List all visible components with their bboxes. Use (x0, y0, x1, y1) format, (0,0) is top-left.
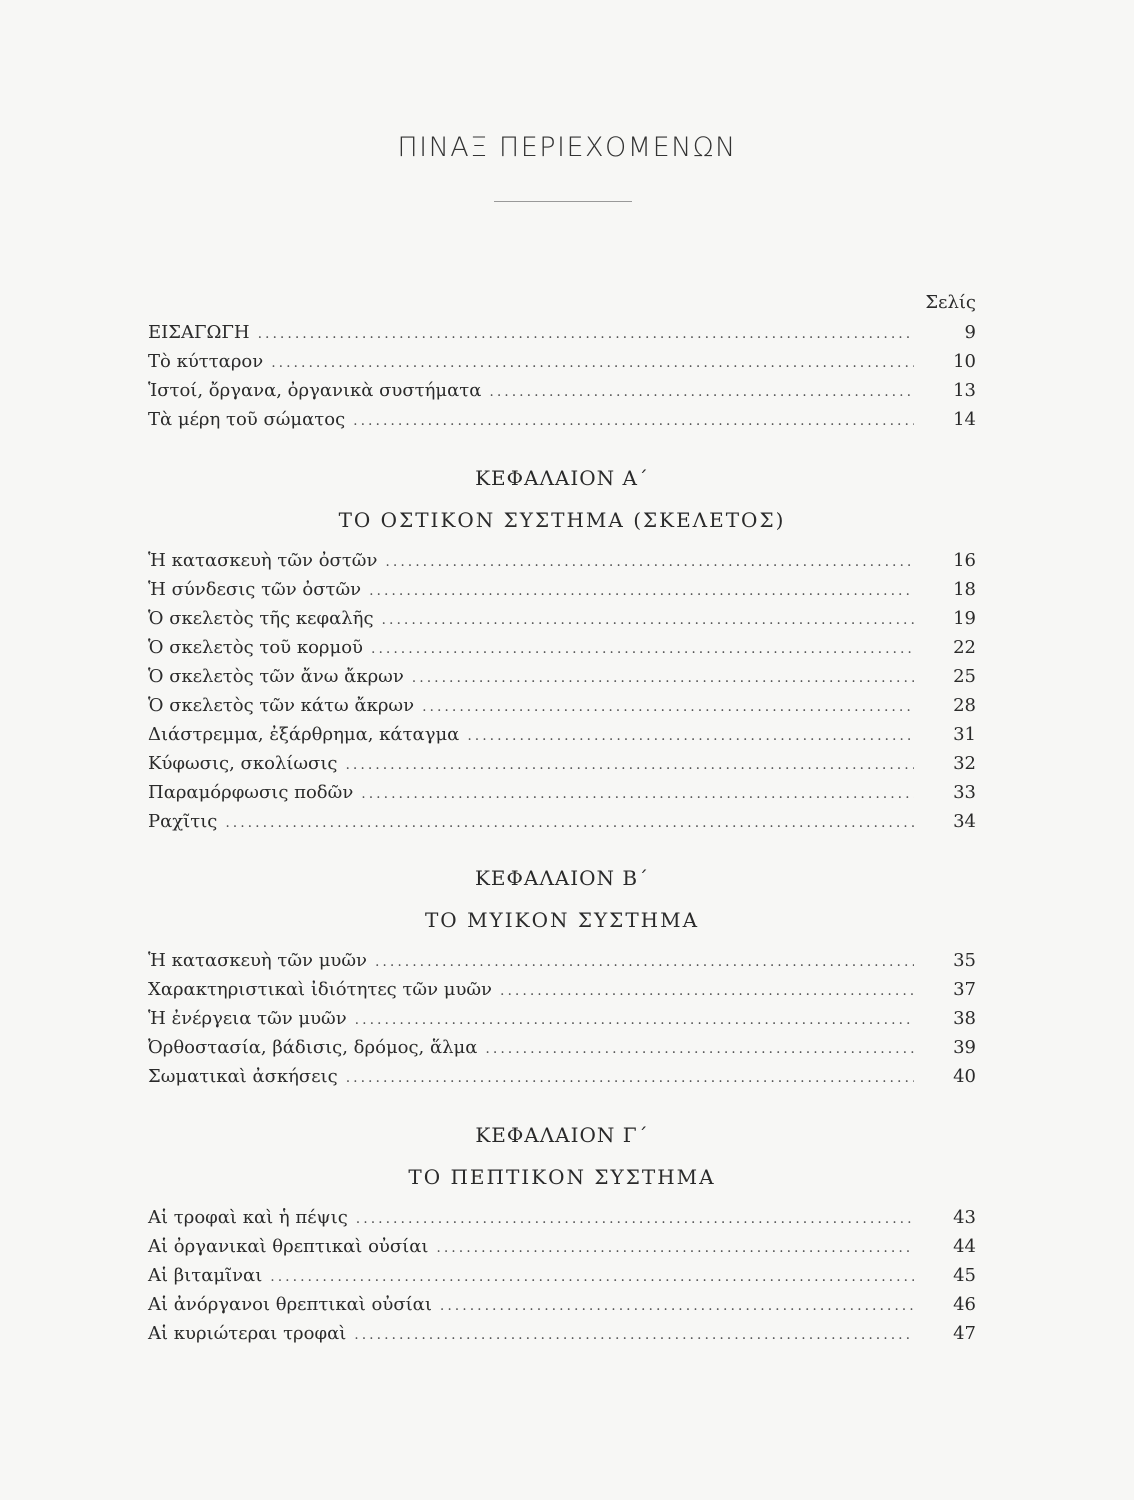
entry-page: 13 (953, 380, 976, 401)
toc-entry[interactable] (148, 546, 976, 575)
toc-entry[interactable] (148, 575, 976, 604)
dot-leader (369, 577, 914, 606)
entry-page: 39 (953, 1037, 976, 1058)
toc-entry[interactable] (148, 1004, 976, 1033)
entry-page: 35 (953, 950, 976, 971)
toc-entry[interactable] (148, 662, 976, 691)
dot-leader (271, 349, 914, 378)
toc-entry[interactable] (148, 1203, 976, 1232)
entry-label: Ὁ σκελετὸς τῶν κάτω ἄκρων (148, 695, 415, 716)
chapter-b (148, 856, 976, 1091)
chapter-heading: ΚΕΦΑΛΑΙΟΝ Γ΄ (475, 1123, 649, 1147)
entry-label: Αἱ κυριώτεραι τροφαὶ (148, 1323, 347, 1344)
dot-leader (345, 751, 914, 780)
entry-page: 9 (964, 322, 976, 343)
dot-leader (485, 1035, 914, 1064)
dot-leader (371, 635, 914, 664)
toc-entry[interactable] (148, 1319, 976, 1348)
table-of-contents (148, 288, 976, 1348)
toc-entry[interactable] (148, 604, 976, 633)
entry-label: Παραμόρφωσις ποδῶν (148, 782, 354, 803)
chapter-heading: ΚΕΦΑΛΑΙΟΝ Α΄ (475, 466, 649, 490)
dot-leader (375, 948, 914, 977)
toc-entry[interactable] (148, 778, 976, 807)
title-divider (494, 201, 632, 202)
toc-entry[interactable] (148, 807, 976, 836)
entry-page: 44 (953, 1236, 976, 1257)
toc-entry[interactable] (148, 720, 976, 749)
dot-leader (489, 378, 914, 407)
dot-leader (382, 606, 914, 635)
entry-label: Τὸ κύτταρον (148, 351, 264, 372)
toc-entry[interactable] (148, 946, 976, 975)
intro-section (148, 318, 976, 434)
dot-leader (270, 1263, 914, 1292)
entry-page: 37 (953, 979, 976, 1000)
entry-label: Ἱστοί, ὄργανα, ὀργανικὰ συστήματα (148, 380, 482, 401)
entry-label: Ὁ σκελετὸς τῶν ἄνω ἄκρων (148, 666, 404, 687)
dot-leader (500, 977, 914, 1006)
entry-label: Αἱ ὀργανικαὶ θρεπτικαὶ οὐσίαι (148, 1236, 429, 1257)
entry-page: 19 (953, 608, 976, 629)
dot-leader (361, 780, 914, 809)
page-title: ΠΙΝΑΞ ΠΕΡΙΕΧΟΜΕΝΩΝ (397, 132, 737, 163)
entry-label: Σωματικαὶ ἀσκήσεις (148, 1066, 338, 1087)
chapter-c (148, 1113, 976, 1348)
dot-leader (440, 1292, 914, 1321)
entry-page: 45 (953, 1265, 976, 1286)
toc-entry[interactable] (148, 633, 976, 662)
entry-page: 33 (953, 782, 976, 803)
entry-page: 38 (953, 1008, 976, 1029)
toc-entry[interactable] (148, 1062, 976, 1091)
toc-entry[interactable] (148, 318, 976, 347)
dot-leader (346, 1064, 914, 1093)
entry-label: Διάστρεμμα, ἐξάρθρημα, κάταγμα (148, 724, 460, 745)
dot-leader (412, 664, 914, 693)
entry-page: 31 (953, 724, 976, 745)
entry-page: 43 (953, 1207, 976, 1228)
entry-page: 16 (953, 550, 976, 571)
entry-page: 40 (953, 1066, 976, 1087)
entry-label: Ραχῖτις (148, 811, 218, 832)
entry-label: Ὁ σκελετὸς τῆς κεφαλῆς (148, 608, 374, 629)
entry-page: 47 (953, 1323, 976, 1344)
entry-page: 46 (953, 1294, 976, 1315)
entry-label: ΕΙΣΑΓΩΓΗ (148, 322, 250, 343)
toc-entry[interactable] (148, 691, 976, 720)
dot-leader (225, 809, 914, 838)
toc-entry[interactable] (148, 1232, 976, 1261)
entry-page: 18 (953, 579, 976, 600)
entry-label: Τὰ μέρη τοῦ σώματος (148, 409, 346, 430)
toc-entry[interactable] (148, 405, 976, 434)
dot-leader (422, 693, 914, 722)
entry-page: 10 (953, 351, 976, 372)
toc-entry[interactable] (148, 376, 976, 405)
toc-entry[interactable] (148, 1261, 976, 1290)
entry-page: 25 (953, 666, 976, 687)
toc-entry[interactable] (148, 975, 976, 1004)
entry-page: 14 (953, 409, 976, 430)
entry-label: Ὁ σκελετὸς τοῦ κορμοῦ (148, 637, 363, 658)
toc-entry[interactable] (148, 347, 976, 376)
entry-label: Αἱ ἀνόργανοι θρεπτικαὶ οὐσίαι (148, 1294, 432, 1315)
entry-label: Αἱ τροφαὶ καὶ ἡ πέψις (148, 1207, 348, 1228)
dot-leader (258, 320, 914, 349)
entry-label: Ἡ σύνδεσις τῶν ὀστῶν (148, 579, 362, 600)
entry-page: 28 (953, 695, 976, 716)
entry-label: Χαρακτηριστικαὶ ἰδιότητες τῶν μυῶν (148, 979, 493, 1000)
chapter-heading: ΚΕΦΑΛΑΙΟΝ Β΄ (474, 866, 650, 890)
dot-leader (467, 722, 914, 751)
entry-page: 32 (953, 753, 976, 774)
toc-entry[interactable] (148, 749, 976, 778)
entry-label: Κύφωσις, σκολίωσις (148, 753, 338, 774)
entry-label: Αἱ βιταμῖναι (148, 1265, 263, 1286)
toc-entry[interactable] (148, 1033, 976, 1062)
toc-entry[interactable] (148, 1290, 976, 1319)
chapter-title: ΤΟ ΟΣΤΙΚΟΝ ΣΥΣΤΗΜΑ (ΣΚΕΛΕΤΟΣ) (338, 508, 786, 532)
entry-page: 22 (953, 637, 976, 658)
entry-label: Ἡ ἐνέργεια τῶν μυῶν (148, 1008, 347, 1029)
page-column-label: Σελίς (925, 292, 976, 313)
entry-label: Ὀρθοστασία, βάδισις, δρόμος, ἅλμα (148, 1037, 478, 1058)
chapter-a (148, 456, 976, 836)
entry-label: Ἡ κατασκευὴ τῶν μυῶν (148, 950, 367, 971)
chapter-title: ΤΟ ΜΥΙΚΟΝ ΣΥΣΤΗΜΑ (424, 908, 700, 932)
dot-leader (355, 1006, 914, 1035)
chapter-title: ΤΟ ΠΕΠΤΙΚΟΝ ΣΥΣΤΗΜΑ (408, 1165, 716, 1189)
dot-leader (356, 1205, 914, 1234)
dot-leader (436, 1234, 914, 1263)
dot-leader (353, 407, 914, 436)
dot-leader (385, 548, 914, 577)
entry-label: Ἡ κατασκευὴ τῶν ὀστῶν (148, 550, 378, 571)
entry-page: 34 (953, 811, 976, 832)
dot-leader (354, 1321, 914, 1350)
